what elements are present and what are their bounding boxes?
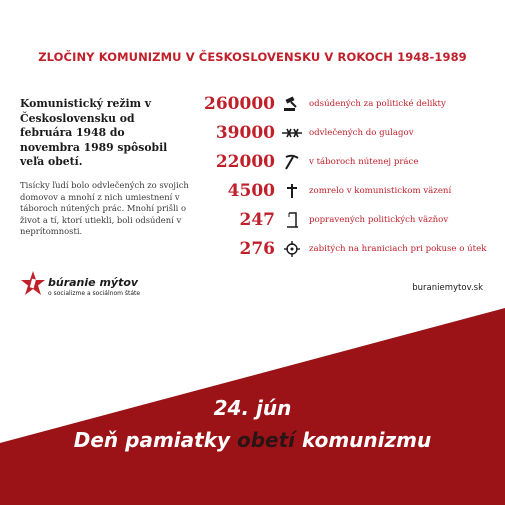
banner-headline xyxy=(0,428,505,452)
barbed-wire-icon xyxy=(279,124,305,142)
stat-row xyxy=(200,238,486,260)
stat-row xyxy=(200,180,451,202)
stat-label: zomrelo v komunistickom väzení xyxy=(309,186,452,196)
logo-subtitle: o socializme a sociálnom štáte xyxy=(48,290,141,297)
pickaxe-icon xyxy=(279,153,305,171)
gavel-icon xyxy=(279,95,305,113)
note-text: Tisícky ľudí bolo odvlečených zo svojich domovov a mnohí z nich umiestnení v táboroch nútených prác. Mnohí prišli o život a tí, ktorí utiekli, boli odsúdení v neprítomnosti. xyxy=(20,180,189,237)
stat-value: 247 xyxy=(239,210,275,230)
page-title: ZLOČINY KOMUNIZMU V ČESKOSLOVENSKU V ROKOCH 1948-1989 xyxy=(38,50,467,64)
stat-label: v táboroch nútenej práce xyxy=(309,157,419,167)
stat-label: zabitých na hraniciach pri pokuse o útek xyxy=(309,244,487,254)
intro-text: Komunistický režim v Československu od februára 1948 do novembra 1989 spôsobil veľa obetí. xyxy=(20,97,168,168)
stat-value: 22000 xyxy=(215,152,275,172)
stat-row xyxy=(200,151,418,173)
headline-part-2: komunizmu xyxy=(295,428,432,452)
cross-icon xyxy=(279,182,305,200)
stat-label: odsúdených za politické delikty xyxy=(309,99,446,109)
stat-label: odvlečených do gulagov xyxy=(309,128,414,138)
stat-row xyxy=(200,93,446,115)
headline-accent: obetí xyxy=(237,428,296,452)
website-link[interactable]: buraniemytov.sk xyxy=(412,283,483,293)
crosshair-icon xyxy=(279,240,305,258)
gallows-icon xyxy=(279,211,305,229)
stat-value: 4500 xyxy=(227,181,275,201)
headline-part-1: Deň pamiatky xyxy=(73,428,237,452)
logo xyxy=(20,270,180,300)
logo-name: búranie mýtov xyxy=(48,276,139,289)
star-logo-icon xyxy=(20,270,46,296)
banner-date: 24. jún xyxy=(213,396,292,420)
stat-row xyxy=(200,209,448,231)
stat-value: 260000 xyxy=(204,94,275,114)
stat-value: 39000 xyxy=(215,123,275,143)
stat-row xyxy=(200,122,414,144)
stat-value: 276 xyxy=(239,239,275,259)
stat-label: popravených politických väzňov xyxy=(309,215,449,225)
